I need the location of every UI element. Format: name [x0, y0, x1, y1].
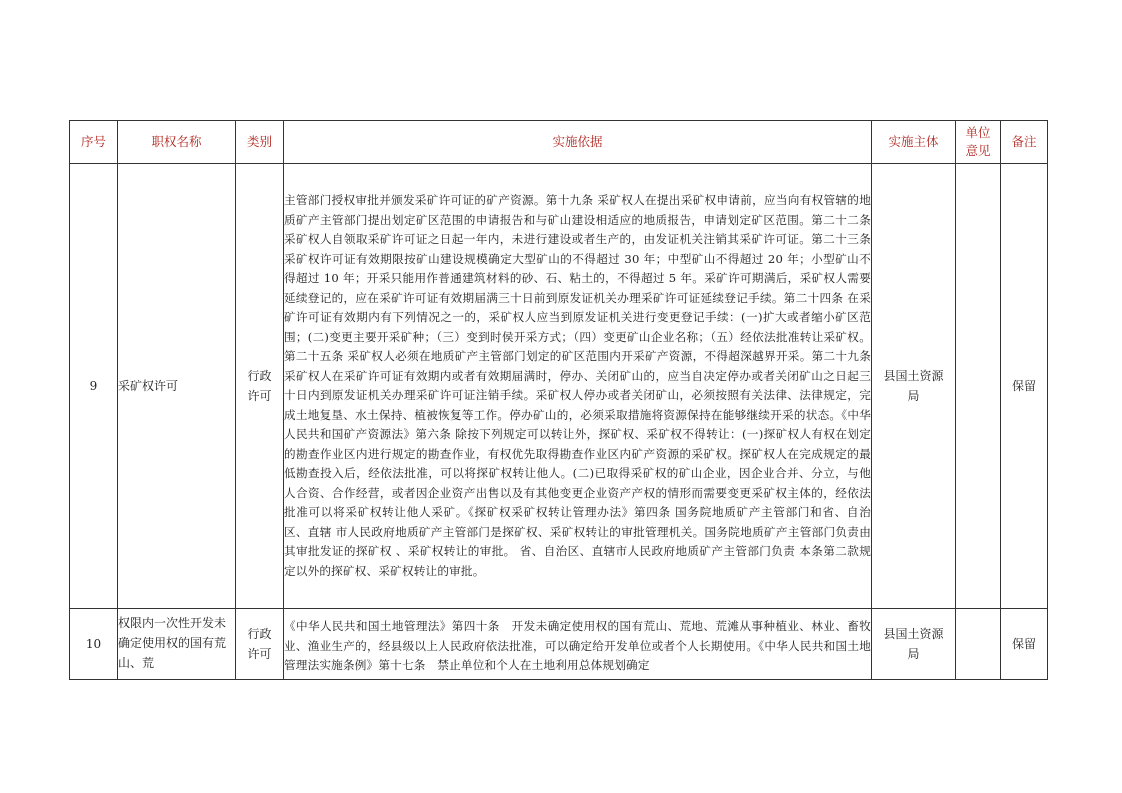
row-body: 县国土资源局	[872, 164, 956, 609]
table-row	[70, 164, 1048, 609]
row-type: 行政许可	[236, 164, 284, 609]
row-note: 保留	[1001, 164, 1048, 609]
row-no: 9	[70, 164, 118, 609]
row-name: 权限内一次性开发未确定使用权的国有荒山、荒	[118, 609, 236, 680]
authority-table	[69, 120, 1048, 680]
row-opinion	[956, 164, 1001, 609]
table-row	[70, 609, 1048, 680]
header-name: 职权名称	[118, 121, 236, 164]
header-type: 类别	[236, 121, 284, 164]
row-name: 采矿权许可	[118, 164, 236, 609]
header-body: 实施主体	[872, 121, 956, 164]
row-no: 10	[70, 609, 118, 680]
row-type: 行政许可	[236, 609, 284, 680]
row-note: 保留	[1001, 609, 1048, 680]
header-opinion: 单位意见	[956, 121, 1001, 164]
header-basis: 实施依据	[284, 121, 872, 164]
row-basis: 《中华人民共和国土地管理法》第四十条 开发未确定使用权的国有荒山、荒地、荒滩从事种植业、林业、畜牧业、渔业生产的，经县级以上人民政府依法批准，可以确定给开发单位或者个人长期使用。《中华人民共和国土地管理法实施条例》第十七条 禁止单位和个人在土地利用总体规划确定	[284, 609, 872, 680]
row-basis: 主管部门授权审批并颁发采矿许可证的矿产资源。第十九条 采矿权人在提出采矿权申请前，应当向有权管辖的地质矿产主管部门提出划定矿区范围的申请报告和与矿山建设相适应的地质报告，申请划定矿区范围。第二十二条 采矿权人自领取采矿许可证之日起一年内，未进行建设或者生产的，由发证机关注销其采矿许可证。第二十三条 采矿权许可证有效期限按矿山建设规模确定大型矿山的不得超过 30 年；中型矿山不得超过 20 年；小型矿山不得超过 10 年；开采只能用作普通建筑材料的砂、石、粘土的，不得超过 5 年。采矿许可期满后，采矿权人需要延续登记的，应在采矿许可证有效期届满三十日前到原发证机关办理采矿许可证延续登记手续。第二十四条 在采矿许可证有效期内有下列情况之一的，采矿权人应当到原发证机关进行变更登记手续：(一)扩大或者缩小矿区范围；(二)变更主要开采矿种；（三）变到时侯开采方式；（四）变更矿山企业名称；（五）经依法批准转让采矿权。第二十五条 采矿权人必须在地质矿产主管部门划定的矿区范围内开采矿产资源，不得超深越界开采。第二十九条 采矿权人在采矿许可证有效期内或者有效期届满时，停办、关闭矿山的，应当自决定停办或者关闭矿山之日起三十日内到原发证机关办理采矿许可证注销手续。采矿权人停办或者关闭矿山，必须按照有关法律、法律规定，完成土地复垦、水土保持、植被恢复等工作。停办矿山的，必须采取措施将资源保持在能够继续开采的状态。《中华人民共和国矿产资源法》第六条 除按下列规定可以转让外，探矿权、采矿权不得转让：(一)探矿权人有权在划定的勘查作业区内进行规定的勘查作业，有权优先取得勘查作业区内矿产资源的采矿权。探矿权人在完成规定的最低勘查投入后，经依法批准，可以将探矿权转让他人。(二)已取得采矿权的矿山企业，因企业合并、分立，与他人合资、合作经营，或者因企业资产出售以及有其他变更企业资产产权的情形而需要变更采矿权主体的，经依法批准可以将采矿权转让他人采矿。《探矿权采矿权转让管理办法》第四条 国务院地质矿产主管部门和省、自治区、直辖 市人民政府地质矿产主管部门是探矿权、采矿权转让的审批管理机关。国务院地质矿产主管部门负责由其审批发证的探矿权 、采矿权转让的审批。 省、自治区、直辖市人民政府地质矿产主管部门负责 本条第二款规定以外的探矿权、采矿权转让的审批。	[284, 164, 872, 609]
row-body: 县国土资源局	[872, 609, 956, 680]
table-header-row	[70, 121, 1048, 164]
header-no: 序号	[70, 121, 118, 164]
header-note: 备注	[1001, 121, 1048, 164]
row-opinion	[956, 609, 1001, 680]
